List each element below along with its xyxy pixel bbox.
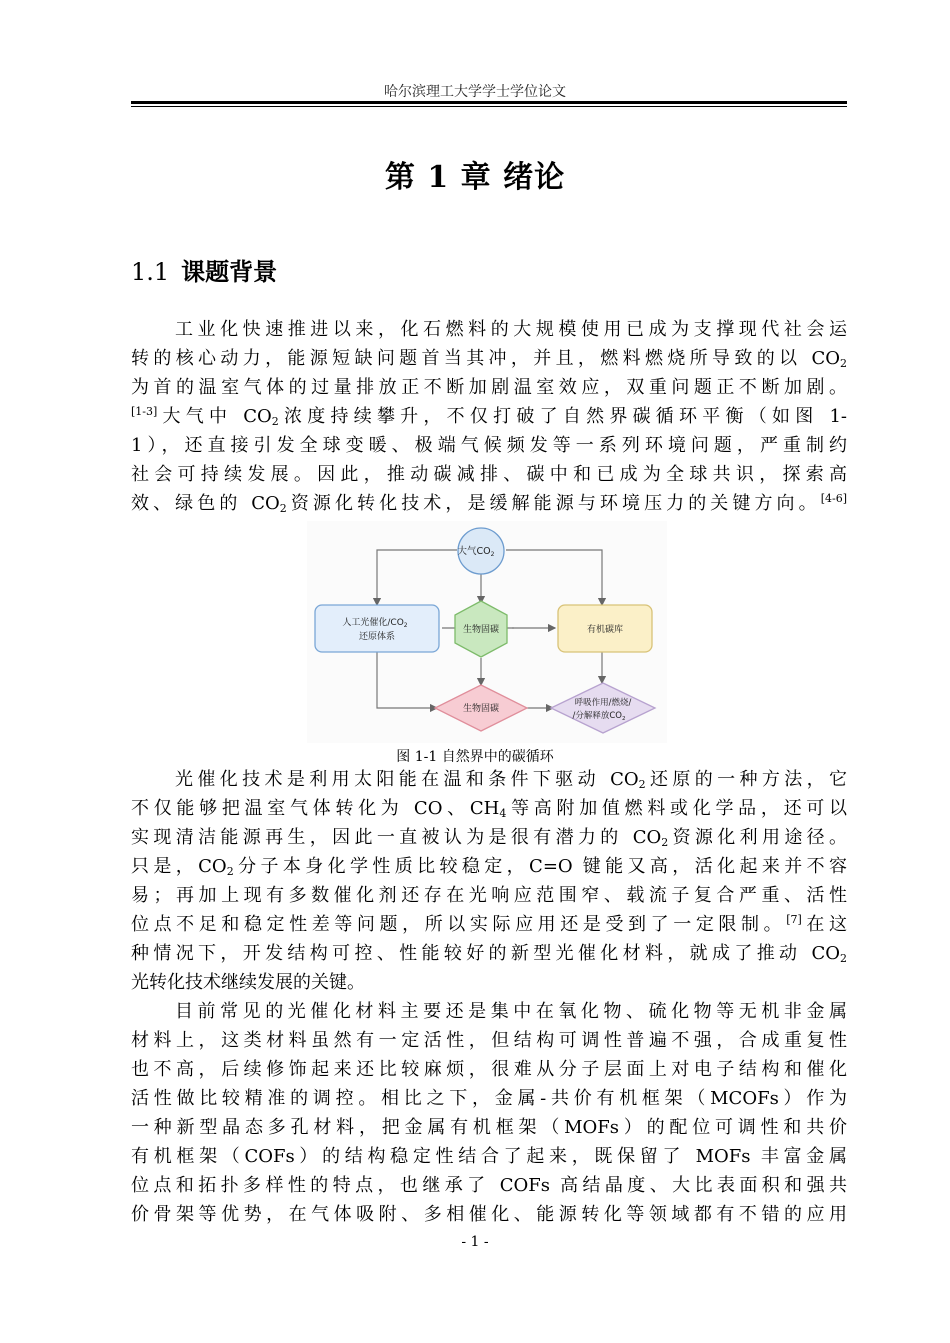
p3-line: 也不高，后续修饰起来还比较麻烦，很难从分子层面上对电子结构和催化 xyxy=(131,1059,847,1080)
bio-hex-label: 生物固碳 xyxy=(462,625,500,635)
p3-line: 一种新型晶态多孔材料，把金属有机框架（MOFs）的配位可调性和共价 xyxy=(131,1117,847,1138)
p2-line: 位点不足和稳定性差等问题，所以实际应用还是受到了一定限制。[7]在这 xyxy=(131,913,847,935)
paragraph-2 xyxy=(131,765,847,997)
artificial-label-2: 还原体系 xyxy=(358,632,396,642)
citation: [7] xyxy=(786,913,802,926)
paragraph-1 xyxy=(131,315,847,518)
atmos-sub: 2 xyxy=(490,551,495,558)
svg-text:大气CO2 xyxy=(458,545,495,558)
svg-text:/分解释放CO2: /分解释放$CO_2$ xyxy=(572,711,626,722)
p1-line: 转的核心动力，能源短缺问题首当其冲，并且，燃料燃烧所导致的以 $CO_2$ xyxy=(131,348,847,370)
running-header: 哈尔滨理工大学学士学位论文 xyxy=(384,84,566,100)
bio-diamond-label: 生物固碳 xyxy=(462,704,500,714)
p3-line: 活性做比较精准的调控。相比之下，金属-共价有机框架（MCOFs）作为 xyxy=(131,1088,847,1109)
p2-line: 不仅能够把温室气体转化为 CO、$CH_4$等高附加值燃料或化学品，还可以 xyxy=(131,798,847,820)
p1-line: [1-3]大气中 $CO_2$浓度持续攀升，不仅打破了自然界碳循环平衡（如图 1- xyxy=(131,405,847,428)
release-label-2: /分解释放CO xyxy=(572,711,622,721)
release-label-1: 呼吸作用/燃烧/ xyxy=(574,698,632,708)
citation: [4-6] xyxy=(820,492,847,505)
p1-line: 工业化快速推进以来，化石燃料的大规模使用已成为支撑现代社会运 xyxy=(175,319,847,340)
page-number: - 1 - xyxy=(461,1234,489,1250)
p1-line: 效、绿色的 $CO_2$资源化转化技术，是缓解能源与环境压力的关键方向。[4-6] xyxy=(131,492,847,515)
p2-line: 只是，$CO_2$分子本身化学性质比较稳定，C=O 键能又高，活化起来并不容 xyxy=(131,856,847,878)
organic-label: 有机碳库 xyxy=(586,625,624,635)
paragraph-3 xyxy=(131,997,847,1229)
p2-line: 种情况下，开发结构可控、性能较好的新型光催化材料，就成了推动 $CO_2$ xyxy=(131,943,847,965)
atmos-label: 大气CO xyxy=(457,546,491,557)
figure-caption: 图 1-1 自然界中的碳循环 xyxy=(396,749,554,765)
artificial-photocatalysis-node xyxy=(315,605,439,652)
section-heading xyxy=(131,252,277,287)
artificial-label-1: 人工光催化/CO xyxy=(342,618,404,628)
citation: [1-3] xyxy=(131,405,158,418)
p2-line: 易；再加上现有多数催化剂还存在光响应范围窄、载流子复合严重、活性 xyxy=(131,885,847,906)
p1-line: 为首的温室气体的过量排放正不断加剧温室效应，双重问题正不断加剧。 xyxy=(131,377,847,398)
svg-text:人工光催化/CO2: 人工光催化$/CO_2$ xyxy=(342,618,408,629)
p3-line: 位点和拓扑多样性的特点，也继承了 COFs 高结晶度、大比表面积和强共 xyxy=(131,1175,847,1196)
p3-line: 材料上，这类材料虽然有一定活性，但结构可调性普遍不强，合成重复性 xyxy=(131,1030,847,1051)
p2-line: 光催化技术是利用太阳能在温和条件下驱动 $CO_2$还原的一种方法，它 xyxy=(175,769,848,791)
chapter-title: 第 1 章 绪论 xyxy=(384,160,566,195)
p2-line: 光转化技术继续发展的关键。 xyxy=(131,972,365,993)
p3-line: 有机框架（COFs）的结构稳定性结合了起来，既保留了 MOFs 丰富金属 xyxy=(131,1146,847,1167)
header-rule-thin xyxy=(131,106,847,107)
p3-line: 目前常见的光催化材料主要还是集中在氧化物、硫化物等无机非金属 xyxy=(175,1001,847,1022)
header-rule-thick xyxy=(131,101,847,104)
p1-line: 1），还直接引发全球变暖、极端气候频发等一系列环境问题，严重制约 xyxy=(131,435,847,456)
section-number: 1.1 xyxy=(131,258,170,286)
p3-line: 价骨架等优势，在气体吸附、多相催化、能源转化等领域都有不错的应用 xyxy=(131,1204,847,1225)
p2-line: 实现清洁能源再生，因此一直被认为是很有潜力的 $CO_2$资源化利用途径。 xyxy=(131,827,848,849)
p1-line: 社会可持续发展。因此，推动碳减排、碳中和已成为全球共识，探索高 xyxy=(131,464,847,485)
carbon-cycle-diagram xyxy=(307,521,667,743)
section-title: 课题背景 xyxy=(181,258,278,286)
